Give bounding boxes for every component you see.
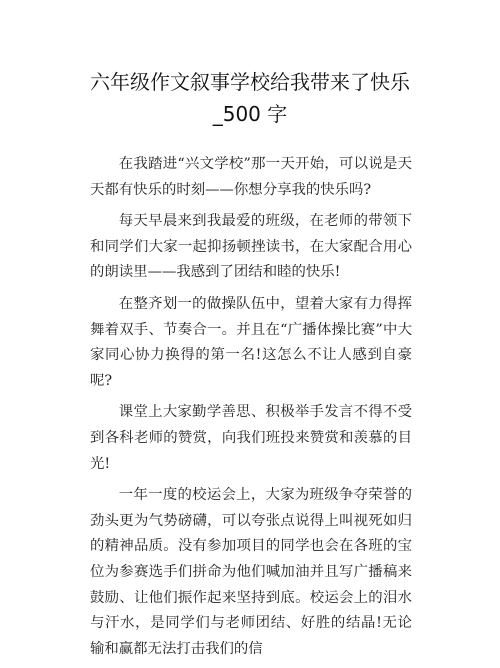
paragraph: 每天早晨来到我最爱的班级，在老师的带领下和同学们大家一起抑扬顿挫读书，在大家配合用心的朗读里——我感到了团结和睦的快乐!	[90, 213, 412, 281]
title-line-2: _500 字	[212, 102, 288, 126]
title-line-1: 六年级作文叙事学校给我带来了快乐	[90, 70, 410, 94]
paragraph: 在整齐划一的做操队伍中，望着大家有力得挥舞着双手、节奏合一。并且在“广播体操比赛”中大家同心协力换得的第一名!这怎么不让人感到自豪呢?	[90, 295, 412, 389]
paragraph: 在我踏进“兴文学校”那一天开始，可以说是天天都有快乐的时刻——你想分享我的快乐吗?	[90, 156, 412, 198]
paragraph: 一年一度的校运会上，大家为班级争夺荣誉的劲头更为气势磅礴，可以夸张点说得上叫视死如归的精神品质。没有参加项目的同学也会在各班的宝位为参赛选手们拼命为他们喊加油并且写广播稿来鼓励、让他们振作起来坚持到底。校运会上的泪水与汗水，是同学们与老师团结、好胜的结晶!无论输和赢都无法打击我们的信	[90, 487, 412, 657]
document-body	[90, 152, 412, 668]
document-title	[60, 66, 440, 130]
paragraph: 课堂上大家勤学善思、积极举手发言不得不受到各科老师的赞赏，向我们班投来赞赏和羡慕的目光!	[90, 404, 412, 472]
